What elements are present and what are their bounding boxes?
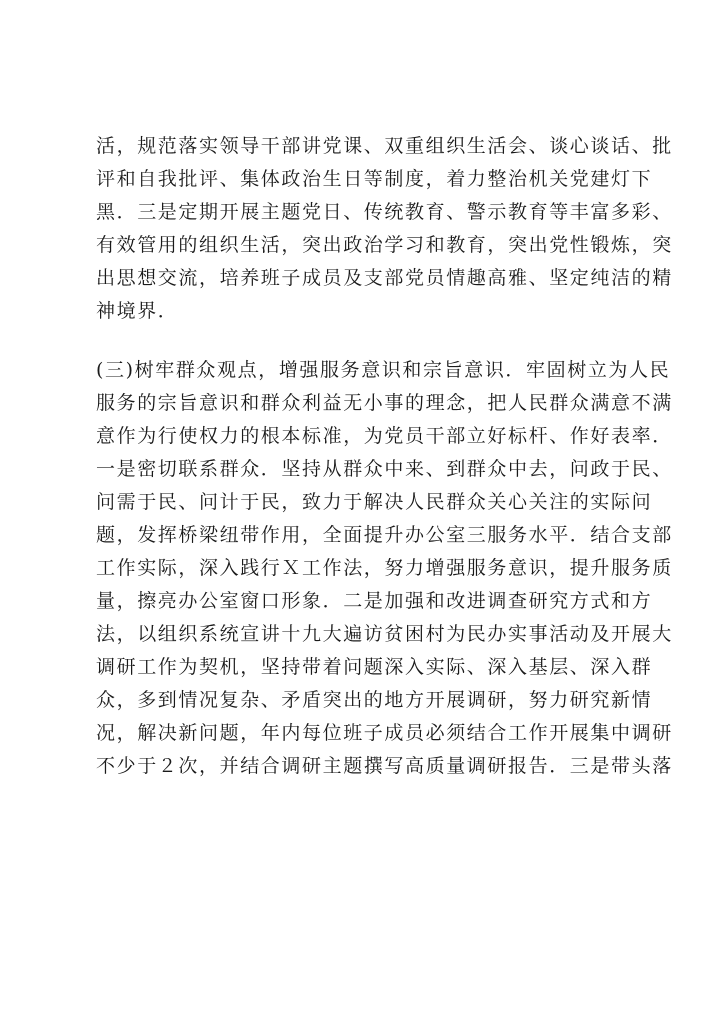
text-line: 题，发挥桥梁纽带作用，全面提升办公室三服务水平．结合支部 — [96, 524, 673, 546]
text-line: 问需于民、问计于民，致力于解决人民群众关心关注的实际问 — [96, 491, 653, 513]
text-line: 况，解决新问题，年内每位班子成员必须结合工作开展集中调研 — [96, 722, 673, 744]
text-line: 意作为行使权力的根本标准，为党员干部立好标杆、作好表率． — [96, 425, 673, 447]
text-line: 出思想交流，培养班子成员及支部党员情趣高雅、坚定纯洁的精 — [96, 267, 673, 289]
text-line: 法，以组织系统宣讲十九大遍访贫困村为民办实事活动及开展大 — [96, 623, 673, 645]
paragraph-gap — [96, 328, 636, 354]
text-line: 评和自我批评、集体政治生日等制度，着力整治机关党建灯下 — [96, 168, 653, 190]
text-line: 一是密切联系群众．坚持从群众中来、到群众中去，问政于民、 — [96, 458, 673, 480]
text-line: 工作实际，深入践行Ｘ工作法，努力增强服务意识，提升服务质 — [96, 557, 673, 579]
text-line: 黑．三是定期开展主题党日、传统教育、警示教育等丰富多彩、 — [96, 201, 673, 223]
text-line: 不少于２次，并结合调研主题撰写高质量调研报告．三是带头落 — [96, 755, 673, 777]
text-line: 神境界． — [96, 300, 179, 322]
text-line: 调研工作为契机，坚持带着问题深入实际、深入基层、深入群 — [96, 656, 653, 678]
text-line: 活，规范落实领导干部讲党课、双重组织生活会、谈心谈话、批 — [96, 135, 673, 157]
text-line: 量，擦亮办公室窗口形象．二是加强和改进调查研究方式和方 — [96, 590, 653, 612]
text-line: 服务的宗旨意识和群众利益无小事的理念，把人民群众满意不满 — [96, 392, 673, 414]
text-line: 众，多到情况复杂、矛盾突出的地方开展调研，努力研究新情 — [96, 689, 653, 711]
text-line: 有效管用的组织生活，突出政治学习和教育，突出党性锻炼，突 — [96, 234, 673, 256]
section-heading-line: (三)树牢群众观点，增强服务意识和宗旨意识．牢固树立为人民 — [96, 359, 671, 381]
document-body — [96, 130, 673, 783]
